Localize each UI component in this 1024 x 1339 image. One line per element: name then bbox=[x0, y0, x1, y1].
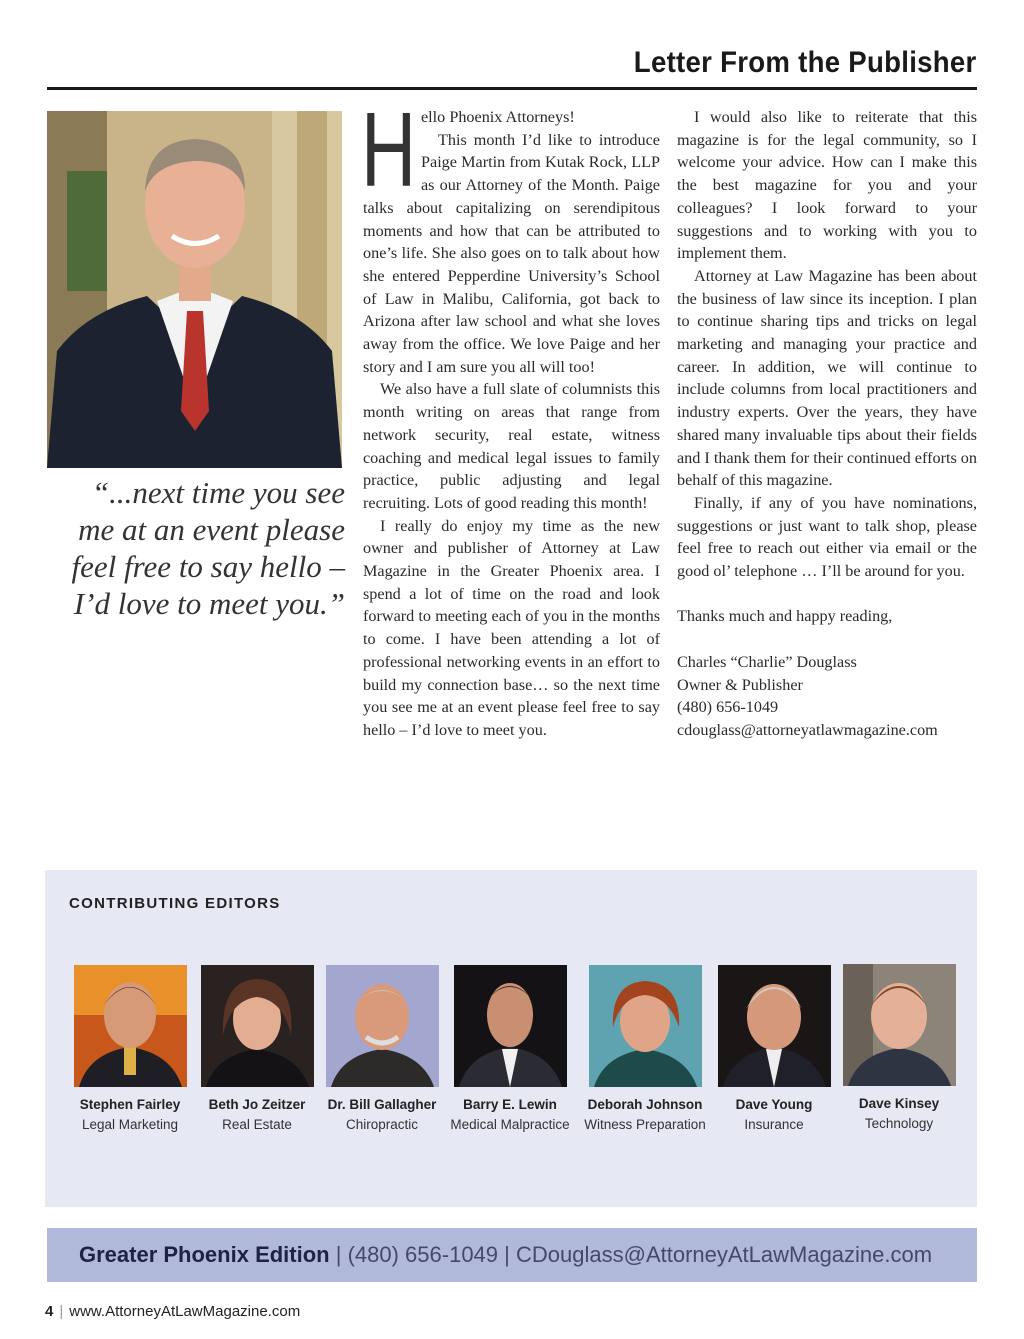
page-number: 4 bbox=[45, 1303, 54, 1320]
edition-band bbox=[47, 1228, 977, 1282]
editor-card bbox=[704, 965, 844, 1132]
footer-phone[interactable]: (480) 656-1049 bbox=[347, 1242, 499, 1267]
editor-role: Witness Preparation bbox=[584, 1117, 706, 1132]
editor-name: Beth Jo Zeitzer bbox=[208, 1097, 306, 1112]
page-title: Letter From the Publisher bbox=[634, 46, 977, 79]
editor-role: Medical Malpractice bbox=[450, 1117, 570, 1132]
editor-card bbox=[187, 965, 327, 1132]
editor-name: Barry E. Lewin bbox=[463, 1097, 557, 1112]
editor-card bbox=[575, 965, 715, 1132]
letter-paragraph: Attorney at Law Magazine has been about the business of law since its inception. I plan to continue sharing tips and tricks on legal marketing and managing your practice and career. In addition, we will continue to include columns from local practitioners and industry experts. Over the years, they have shared many invaluable tips about their fields and I thank them for their continued efforts on behalf of this magazine. bbox=[677, 266, 977, 490]
editor-role: Insurance bbox=[744, 1117, 804, 1132]
letter-greeting: ello Phoenix Attorneys! bbox=[421, 108, 575, 126]
editor-card bbox=[60, 965, 200, 1132]
closing-line: Thanks much and happy reading, bbox=[677, 607, 893, 626]
letter-paragraph: I really do enjoy my time as the new owner and publisher of Attorney at Law Magazine in the Greater Phoenix area. I spend a lot of time on the road and look forward to meeting each of you in the months to come. I have been attending a lot of professional networking events in an effort to build my connection base… so the next time you see me at an event please feel free to say hello – I’d love to meet you. bbox=[363, 516, 660, 739]
editor-photo bbox=[74, 965, 187, 1087]
editor-role: Technology bbox=[864, 1116, 934, 1131]
header-rule bbox=[47, 87, 977, 90]
publisher-photo bbox=[47, 111, 342, 468]
letter-paragraph: We also have a full slate of columnists this month writing on areas that range from network security, real estate, witness coaching and medical legal issues to family practice, public adjusting and legal recruiting. Lots of good reading this month! bbox=[363, 380, 660, 512]
editor-card bbox=[312, 965, 452, 1132]
editor-name: Dr. Bill Gallagher bbox=[327, 1097, 437, 1112]
edition-name: Greater Phoenix Edition bbox=[79, 1242, 330, 1267]
signature-title: Owner & Publisher bbox=[677, 675, 803, 694]
editor-photo bbox=[326, 965, 439, 1087]
signature-phone[interactable]: (480) 656-1049 bbox=[677, 698, 779, 717]
letter-paragraph: I would also like to reiterate that this magazine is for the legal community, so I welcome your advice. How can I make this the best magazine for you and your colleagues? I look forward to your suggestions and to working with you to implement them. bbox=[677, 108, 977, 263]
editor-role: Legal Marketing bbox=[81, 1117, 179, 1132]
website-link[interactable]: www.AttorneyAtLawMagazine.com bbox=[69, 1303, 301, 1320]
footer-email[interactable]: CDouglass@AttorneyAtLawMagazine.com bbox=[516, 1242, 933, 1267]
editor-card bbox=[829, 964, 969, 1131]
letter-column-2 bbox=[677, 106, 977, 742]
editor-name: Deborah Johnson bbox=[587, 1097, 703, 1112]
page-footer bbox=[45, 1303, 300, 1320]
editor-role: Real Estate bbox=[222, 1117, 292, 1132]
editor-photo bbox=[454, 965, 567, 1087]
separator: | bbox=[335, 1242, 342, 1267]
editors-heading: CONTRIBUTING EDITORS bbox=[69, 895, 281, 912]
editor-photo bbox=[589, 965, 702, 1087]
editor-photo bbox=[843, 964, 956, 1086]
editor-name: Dave Kinsey bbox=[858, 1096, 940, 1111]
editor-name: Dave Young bbox=[735, 1097, 813, 1112]
letter-paragraph: This month I’d like to introduce Paige Martin from Kutak Rock, LLP as our Attorney of the Month. Paige talks about capitalizing on serendipitous moments and how that can be attributed to one’s life. She also goes on to talk about how she entered Pepperdine University’s School of Law in Malibu, California, got back to Arizona after law school and what she loves away from the office. We love Paige and her story and I am sure you all will too! bbox=[363, 130, 660, 376]
editor-photo bbox=[201, 965, 314, 1087]
signature-name: Charles “Charlie” Douglass bbox=[677, 652, 857, 671]
signature-email[interactable]: cdouglass@attorneyatlawmagazine.com bbox=[677, 720, 938, 739]
drop-cap: H bbox=[361, 91, 417, 209]
letter-paragraph: Finally, if any of you have nominations, suggestions or just want to talk shop, please feel free to reach out either via email or the good ol’ telephone … I’ll be around for you. bbox=[677, 493, 977, 581]
separator: | bbox=[59, 1303, 64, 1320]
editor-role: Chiropractic bbox=[345, 1117, 419, 1132]
contributing-editors-panel bbox=[45, 870, 977, 1207]
editor-name: Stephen Fairley bbox=[79, 1097, 181, 1112]
pull-quote: “...next time you see me at an event please feel free to say hello – I’d love to meet you.” bbox=[71, 475, 345, 621]
separator: | bbox=[504, 1242, 510, 1267]
editor-card bbox=[440, 965, 580, 1132]
editor-photo bbox=[718, 965, 831, 1087]
letter-column-1 bbox=[361, 91, 660, 742]
